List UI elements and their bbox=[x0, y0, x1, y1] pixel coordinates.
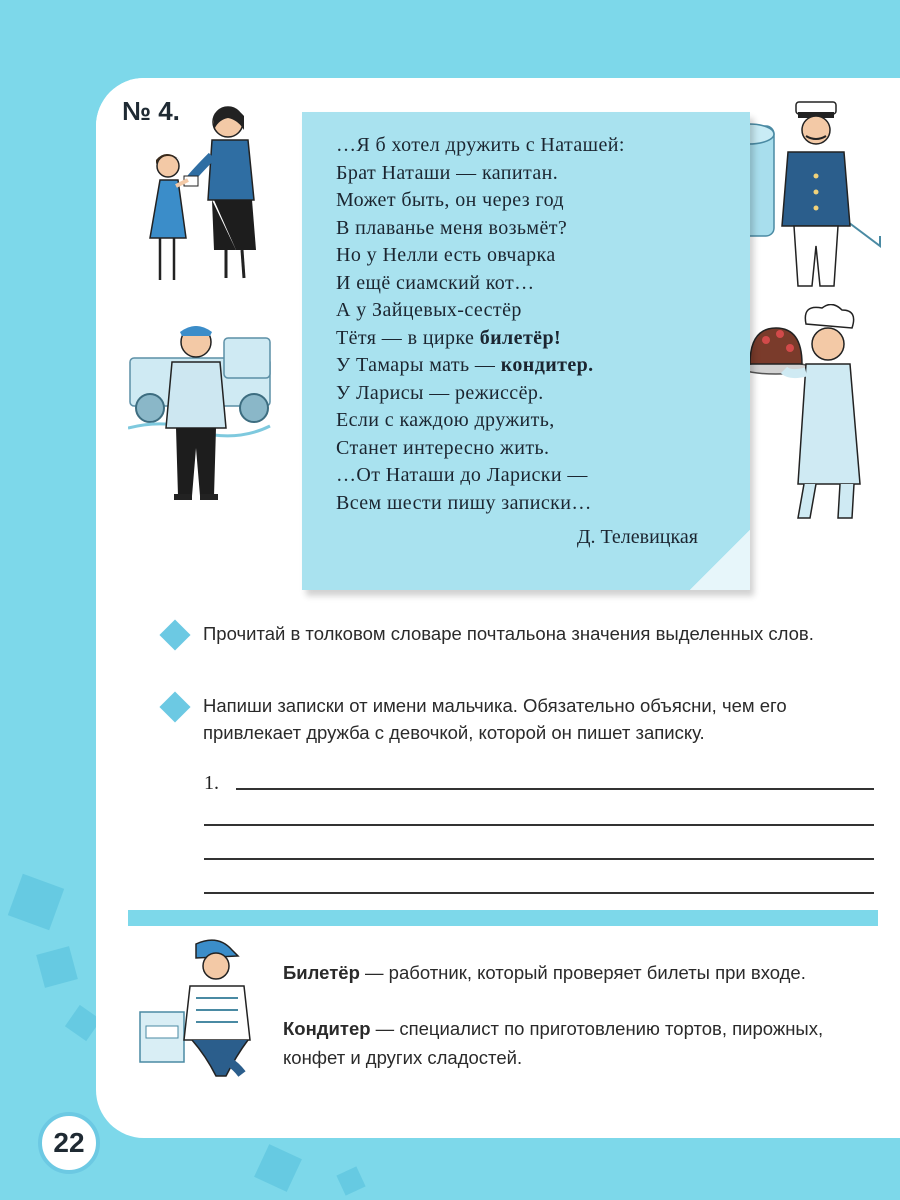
poem-line: И ещё сиамский кот… bbox=[336, 271, 535, 294]
decor-square bbox=[254, 1144, 302, 1192]
glossary-definition: — специалист по приготовлению тортов, пирожных, конфет и других сладостей. bbox=[283, 1018, 824, 1068]
decor-square bbox=[336, 1166, 365, 1195]
woman-girl-illustration bbox=[130, 100, 300, 300]
answer-line-number: 1. bbox=[204, 772, 219, 794]
poem-line: Может быть, он через год bbox=[336, 189, 564, 211]
poem-line: Если с каждою дружить, bbox=[336, 409, 555, 431]
poem-line-with-bold bbox=[336, 352, 716, 380]
poem-line-text: У Тамары мать — bbox=[336, 354, 501, 376]
poem-line: У Ларисы — режиссёр. bbox=[336, 381, 544, 404]
poem-line: Брат Наташи — капитан. bbox=[336, 161, 559, 184]
poem-line: Но у Нелли есть овчарка bbox=[336, 244, 556, 266]
answer-line[interactable] bbox=[204, 824, 874, 826]
instruction-read-dictionary: Прочитай в толковом словаре почтальона значения выделенных слов. bbox=[203, 623, 814, 644]
section-divider bbox=[128, 910, 878, 926]
poem-text bbox=[336, 132, 716, 517]
decor-square bbox=[36, 946, 78, 988]
man-truck-illustration bbox=[128, 318, 298, 518]
poem-line: А у Зайцевых-сестёр bbox=[336, 299, 522, 321]
glossary-entry-konditer bbox=[283, 1014, 877, 1072]
poem-line: …От Наташи до Лариски — bbox=[336, 464, 588, 486]
page-number: 22 bbox=[38, 1112, 100, 1174]
task-number: № 4. bbox=[112, 92, 188, 130]
poem-note-corner-fold bbox=[690, 530, 750, 590]
glossary-term: Билетёр bbox=[283, 962, 360, 983]
poem-line: Станет интересно жить. bbox=[336, 436, 550, 459]
poem-line: …Я б хотел дружить с Наташей: bbox=[336, 134, 625, 156]
decor-square bbox=[8, 874, 64, 930]
poem-line: Всем шести пишу записки… bbox=[336, 491, 592, 514]
answer-line[interactable] bbox=[204, 892, 874, 894]
highlighted-word-konditer: кондитер. bbox=[500, 354, 594, 376]
highlighted-word-bileter: билетёр! bbox=[479, 326, 562, 349]
glossary-entry-bileter bbox=[283, 958, 877, 987]
poem-author: Д. Телевицкая bbox=[576, 526, 698, 548]
instruction-write-notes: Напиши записки от имени мальчика. Обязательно объясни, чем его привлекает дружба с девочкой, которой он пишет записку. bbox=[203, 695, 787, 743]
poem-line-text: Тётя — в цирке bbox=[336, 326, 480, 349]
glossary-term: Кондитер bbox=[283, 1018, 371, 1039]
boy-reading-illustration bbox=[126, 936, 276, 1086]
glossary-definition: — работник, который проверяет билеты при входе. bbox=[359, 962, 806, 983]
answer-line[interactable] bbox=[236, 788, 874, 790]
answer-line[interactable] bbox=[204, 858, 874, 860]
confectioner-illustration bbox=[736, 304, 876, 534]
poem-line-with-bold bbox=[336, 325, 716, 353]
poem-line: В плаванье меня возьмёт? bbox=[336, 216, 568, 239]
